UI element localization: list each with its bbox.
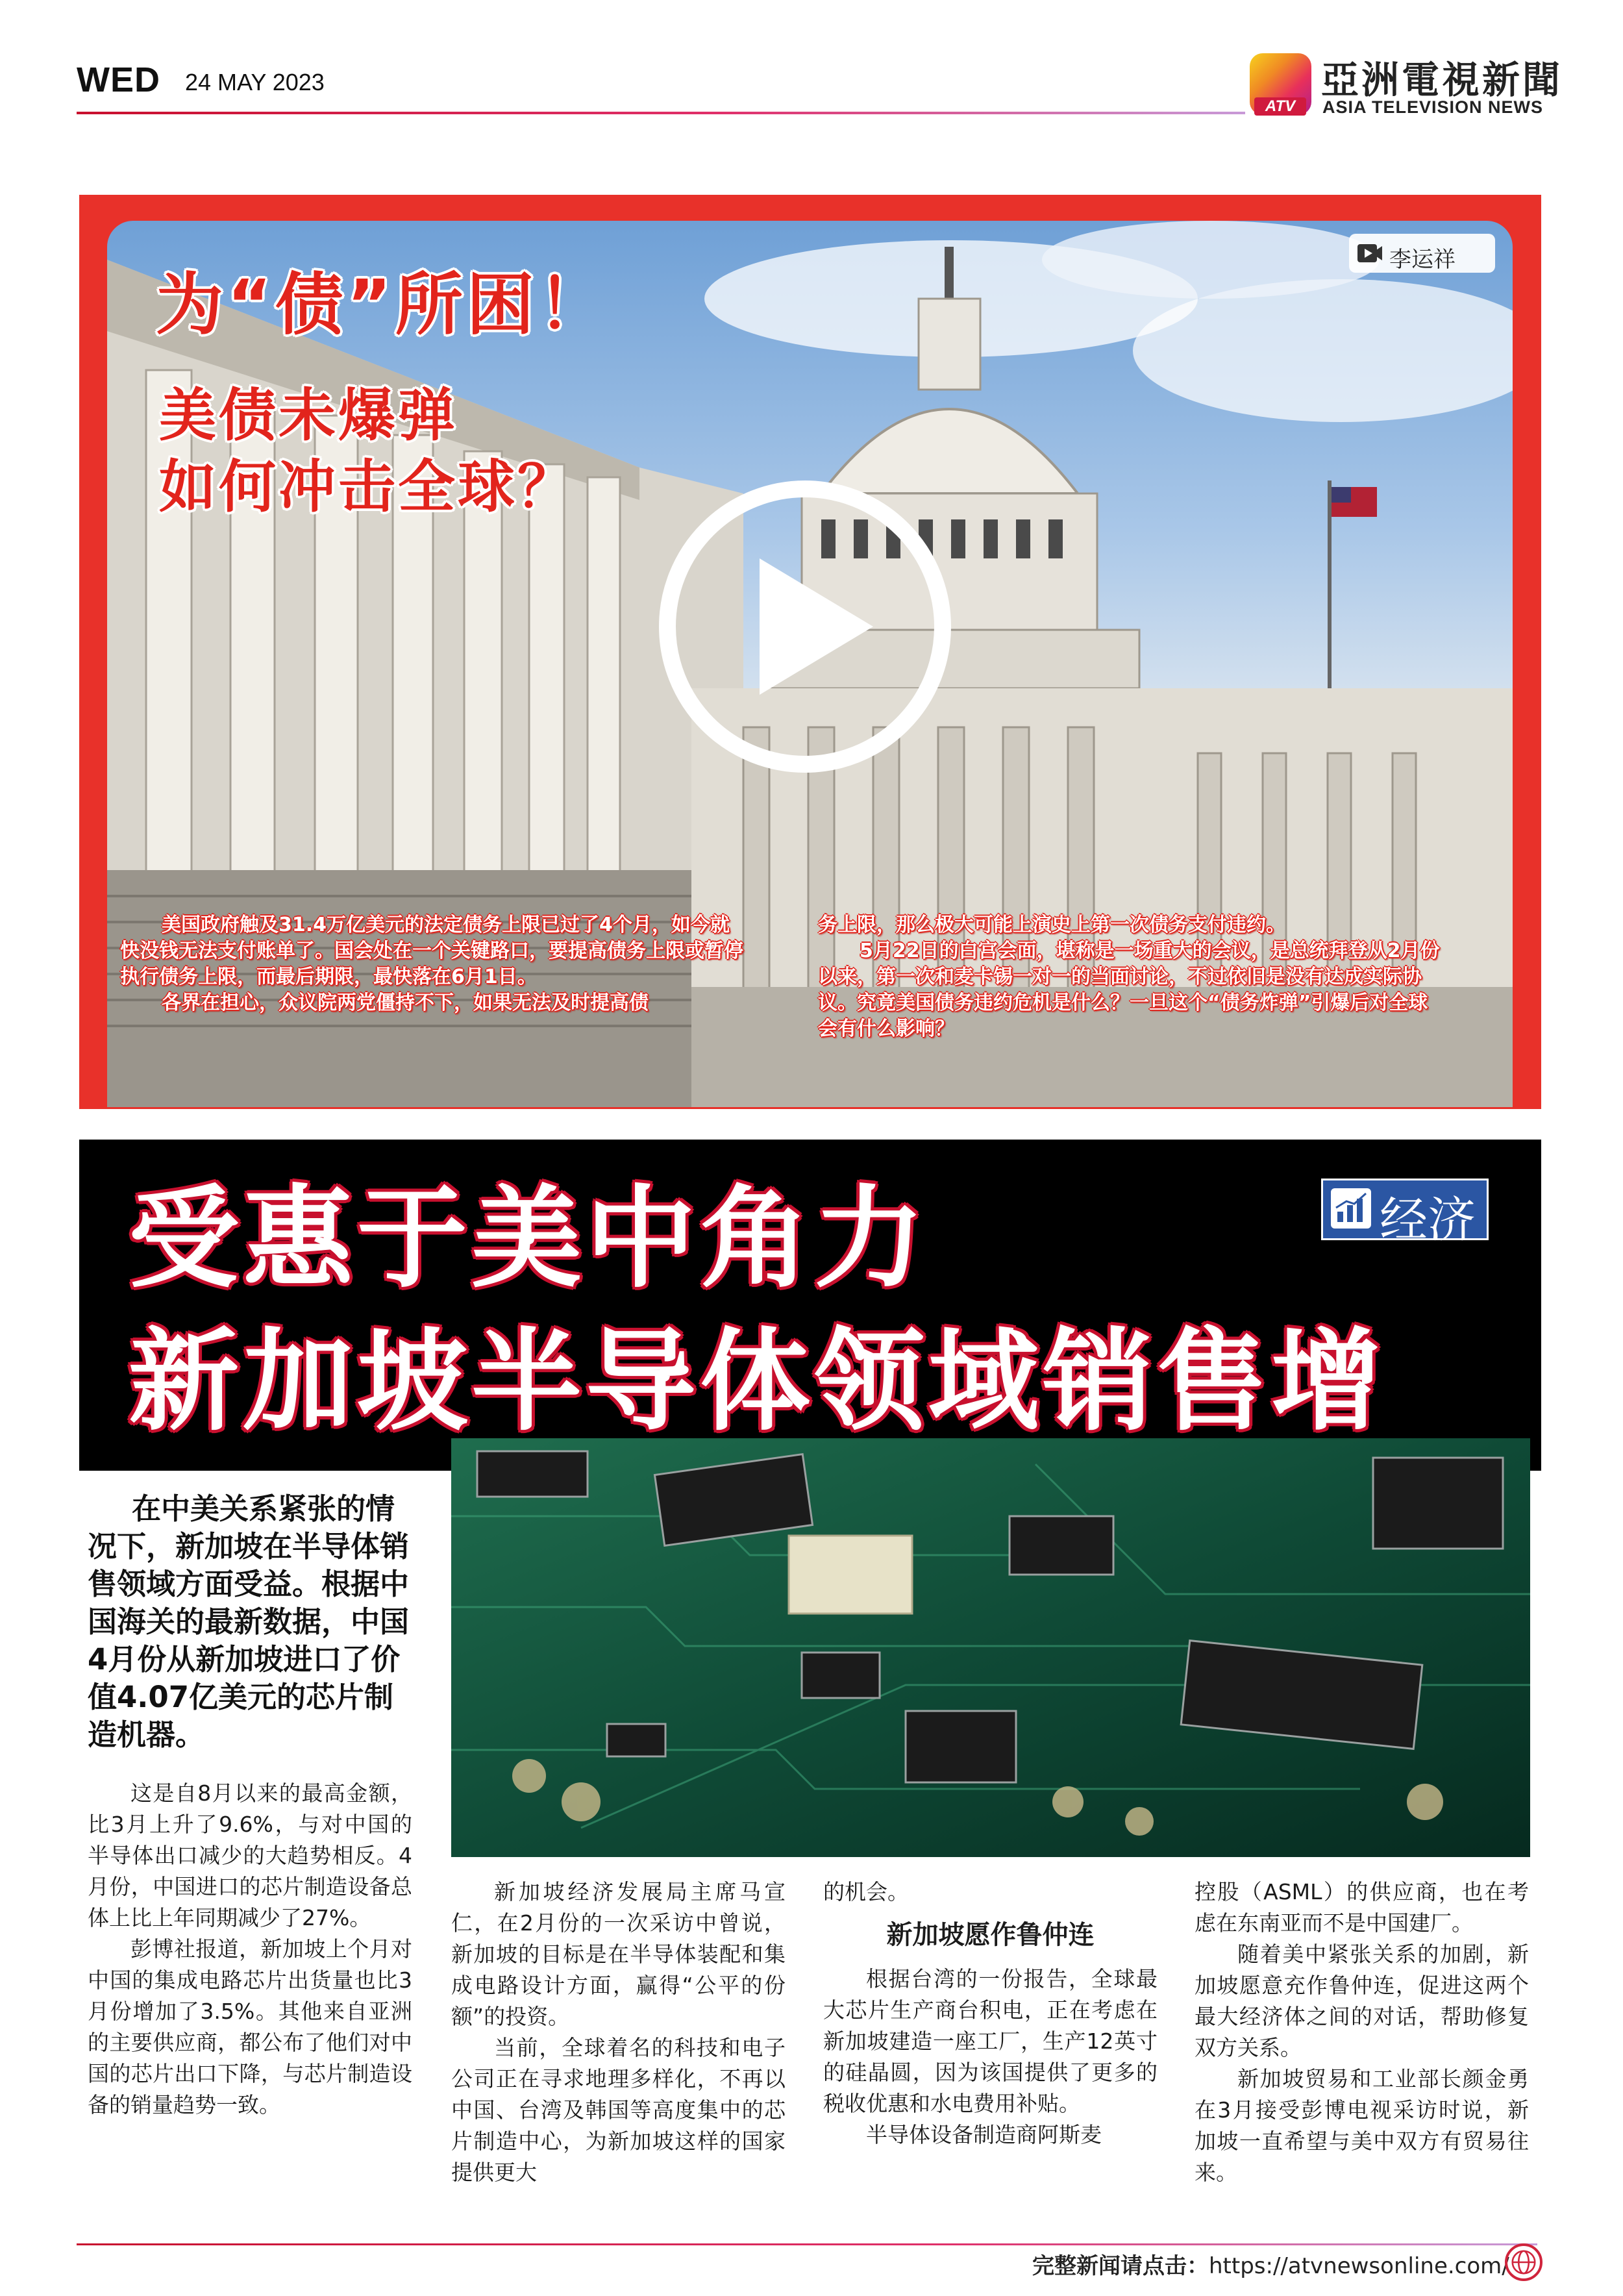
feature-title: 为“债”所困！ (156, 265, 610, 344)
article-paragraph: 的机会。 (823, 1879, 909, 1904)
article-paragraph: 控股（ASML）的供应商，也在考虑在东南亚而不是中国建厂。 (1195, 1879, 1529, 1936)
issue-date: 24 MAY 2023 (185, 69, 325, 95)
feature-summary-left (120, 912, 743, 1016)
article-column-2 (451, 1877, 786, 2188)
section-heading: 新加坡愿作鲁仲连 (886, 1920, 1095, 1950)
article-paragraph: 根据台湾的一份报告，全球最大芯片生产商台积电，正在考虑在新加坡建造一座工厂，生产12英寸的硅晶圆，因为该国提供了更多的税收优惠和水电费用补贴。 (823, 1966, 1158, 2116)
category-label: 经济 (1380, 1192, 1476, 1248)
globe-icon[interactable] (1505, 2243, 1542, 2281)
feature-summary-right (818, 912, 1441, 1042)
article-paragraph: 这是自8月以来的最高金额，比3月上升了9.6%，与对中国的半导体出口减少的大趋势相反。4月份，中国进口的芯片制造设备总体上比上年同期减少了27%。 (88, 1780, 412, 1930)
article-column-1 (88, 1778, 412, 2121)
headline-line-1: 受惠于美中角力 (129, 1175, 929, 1303)
lede-text: 在中美关系紧张的情况下，新加坡在半导体销售领域方面受益。根据中国海关的最新数据，中国4月份从新加坡进口了价值4.07亿美元的芯片制造机器。 (88, 1491, 410, 1752)
logo-english-name: ASIA TELEVISION NEWS (1322, 97, 1544, 117)
lede-paragraph (88, 1490, 412, 1754)
logo-chinese-name: 亞洲電視新聞 (1321, 58, 1563, 102)
feature-paragraph: 美国政府触及31.4万亿美元的法定债务上限已过了4个月，如今就快没钱无法支付账单了。国会处在一个关键路口，要提高债务上限或暂停执行债务上限，而最后期限，最快落在6月1日。 (120, 914, 743, 988)
headline-line-2: 新加坡半导体领域销售增 (129, 1317, 1386, 1446)
article-paragraph: 半导体设备制造商阿斯麦 (866, 2122, 1102, 2147)
feature-paragraph: 5月22日的白宫会面，堪称是一场重大的会议，是总统拜登从2月份以来，第一次和麦卡锡一对一的当面讨论，不过依旧是没有达成实际协议。究竟美国债务违约危机是什么？一旦这个“债务炸弹”引爆后对全球会有什么影响？ (818, 940, 1440, 1040)
feature-subtitle-line-2: 如何冲击全球？ (159, 453, 578, 520)
author-name: 李运祥 (1389, 247, 1456, 273)
article-paragraph: 随着美中紧张关系的加剧，新加坡愿意充作鲁仲连，促进这两个最大经济体之间的对话，帮助修复双方关系。 (1195, 1941, 1529, 2060)
atv-logo-badge: ATV (1254, 97, 1306, 116)
footer-label: 完整新闻请点击： (1032, 2253, 1209, 2279)
feature-paragraph: 各界在担心，众议院两党僵持不下，如果无法及时提高债 (162, 992, 649, 1014)
header-divider (77, 112, 1245, 114)
article-paragraph: 新加坡贸易和工业部长颜金勇在3月接受彭博电视采访时说，新加坡一直希望与美中双方有贸易往来。 (1195, 2066, 1529, 2185)
article-column-4 (1195, 1877, 1529, 2188)
article-paragraph: 彭博社报道，新加坡上个月对中国的集成电路芯片出货量也比3月份增加了3.5%。其他来自亚洲的主要供应商，都公布了他们对中国的芯片出口下降，与芯片制造设备的销量趋势一致。 (88, 1936, 412, 2117)
article-paragraph: 当前，全球着名的科技和电子公司正在寻求地理多样化，不再以中国、台湾及韩国等高度集中的芯片制造中心，为新加坡这样的国家提供更大 (451, 2035, 786, 2185)
bar-chart-icon (1331, 1188, 1371, 1229)
article-paragraph: 新加坡经济发展局主席马宣仁，在2月份的一次采访中曾说，新加坡的目标是在半导体装配和集成电路设计方面，赢得“公平的份额”的投资。 (451, 1879, 786, 2029)
footer-url[interactable]: https://atvnewsonline.com/ (1209, 2253, 1509, 2279)
circuit-board-photo (451, 1438, 1530, 1857)
footer-divider (77, 2243, 1537, 2245)
play-icon[interactable] (760, 558, 873, 695)
footer-link[interactable] (1032, 2248, 1509, 2280)
feature-paragraph: 务上限，那么极大可能上演史上第一次债务支付违约。 (818, 914, 1285, 936)
video-camera-icon (1357, 242, 1383, 264)
article-column-3 (823, 1877, 1158, 2151)
weekday: WED (77, 60, 160, 99)
feature-subtitle-line-1: 美债未爆弹 (159, 382, 458, 449)
